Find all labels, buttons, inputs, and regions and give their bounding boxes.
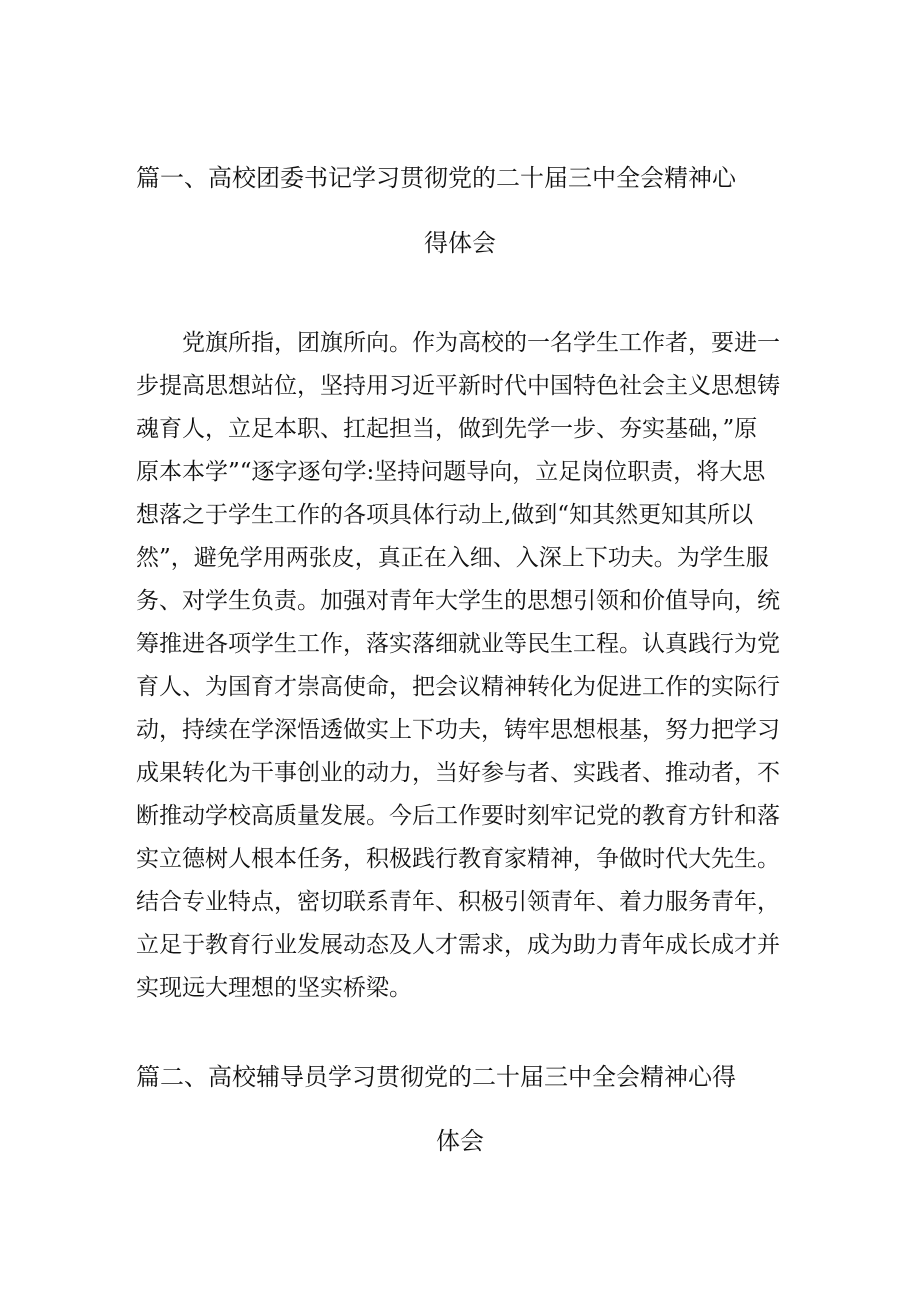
section-2-title-line-2: 体会 — [436, 1127, 484, 1155]
paragraph-line-11: 成果转化为干事创业的动力，当好参与者、实践者、推动者，不 — [136, 760, 780, 786]
paragraph-line-4: 原本本学”“逐字逐句学:坚持问题导向，立足岗位职责，将大思 — [136, 459, 766, 485]
paragraph-line-15: 立足于教育行业发展动态及人才需求，成为助力青年成长成才并 — [136, 932, 780, 958]
paragraph-line-7: 务、对学生负责。加强对青年大学生的思想引领和价值导向，统 — [136, 588, 780, 614]
section-1-title-line-2: 得体会 — [424, 229, 496, 257]
paragraph-line-13: 实立德树人根本任务，积极践行教育家精神，争做时代大先生。 — [136, 846, 780, 872]
paragraph-line-5: 想落之于学生工作的各项具体行动上,做到“知其然更知其所以 — [136, 502, 754, 528]
paragraph-line-14: 结合专业特点，密切联系青年、积极引领青年、着力服务青年， — [136, 889, 780, 915]
section-1-title-line-1: 篇一、高校团委书记学习贯彻党的二十届三中全会精神心 — [136, 164, 736, 192]
paragraph-line-1: 党旗所指，团旗所向。作为高校的一名学生工作者，要进一 — [136, 330, 780, 356]
paragraph-line-3: 魂育人，立足本职、扛起担当，做到先学一步、夯实基础，”原 — [136, 416, 758, 442]
paragraph-line-12: 断推动学校高质量发展。今后工作要时刻牢记党的教育方针和落 — [136, 803, 780, 829]
paragraph-line-8: 筹推进各项学生工作，落实落细就业等民生工程。认真践行为党 — [136, 631, 780, 657]
paragraph-line-10: 动，持续在学深悟透做实上下功夫，铸牢思想根基，努力把学习 — [136, 717, 780, 743]
paragraph-line-9: 育人、为国育才崇高使命，把会议精神转化为促进工作的实际行 — [136, 674, 780, 700]
paragraph-line-2: 步提高思想站位，坚持用习近平新时代中国特色社会主义思想铸 — [136, 373, 780, 399]
section-2-title-line-1: 篇二、高校辅导员学习贯彻党的二十届三中全会精神心得 — [136, 1063, 736, 1091]
paragraph-line-16: 实现远大理想的坚实桥梁。 — [136, 975, 412, 1001]
paragraph-line-6: 然”，避免学用两张皮，真正在入细、入深上下功夫。为学生服 — [136, 545, 769, 571]
